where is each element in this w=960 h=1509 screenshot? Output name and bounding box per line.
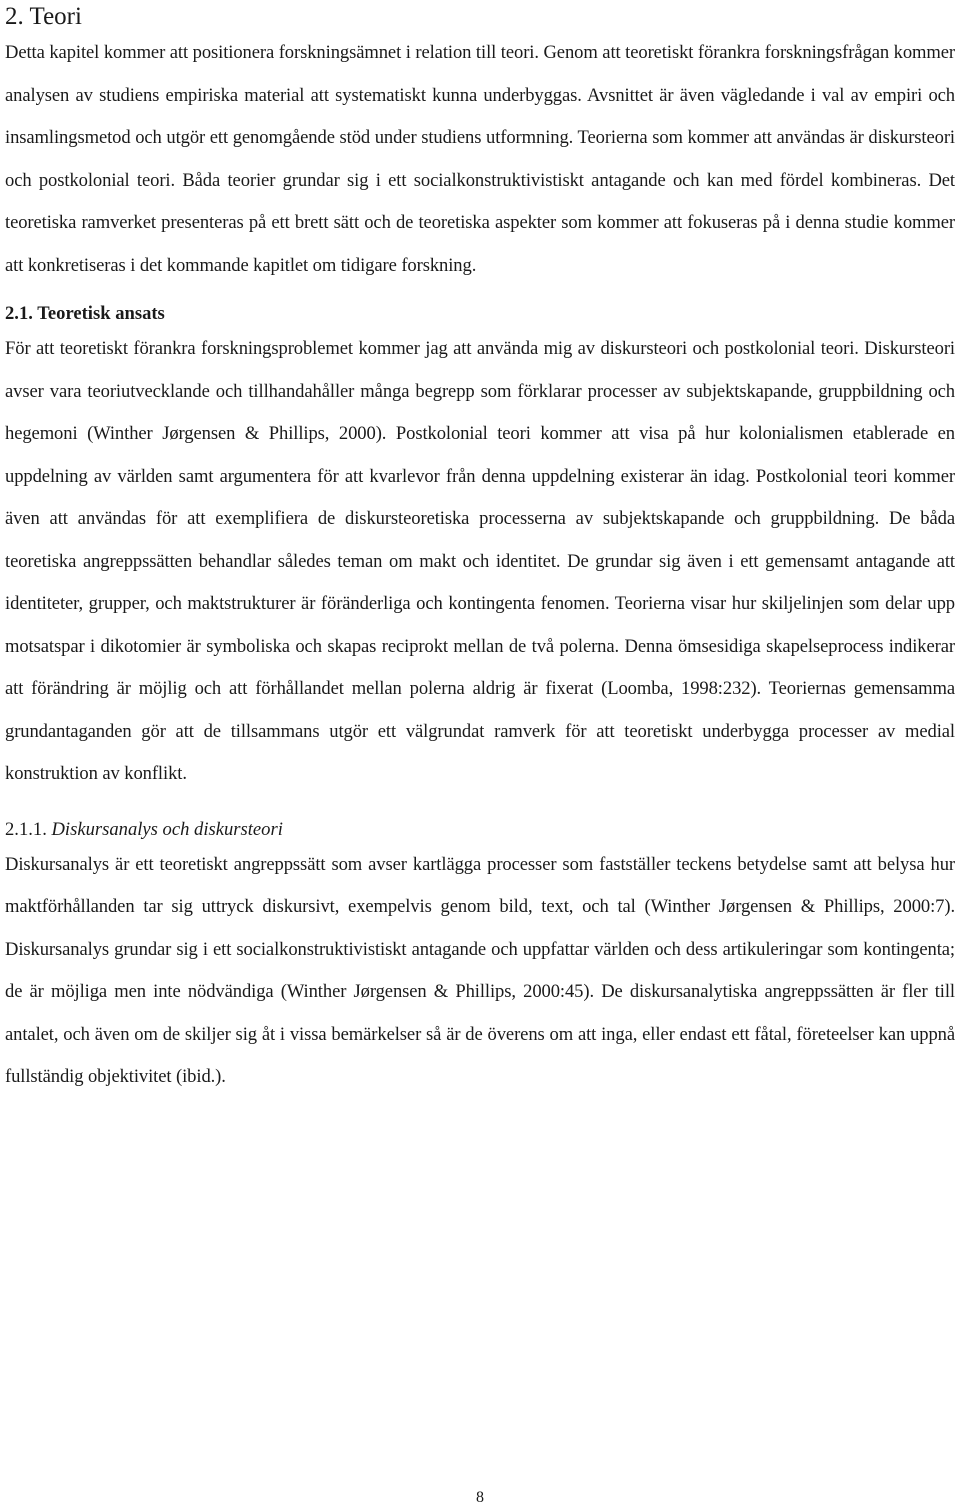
- subsection-heading: [5, 816, 955, 844]
- document-page: [5, 0, 955, 1099]
- subsection-paragraph: Diskursanalys är ett teoretiskt angreppssätt som avser kartlägga processer som fastställer teckens betydelse samt att belysa hur maktförhållanden tar sig uttryck diskursivt, exempelvis genom bild, text, och tal (Winther Jørgensen & Phillips, 2000:7). Diskursanalys grundar sig i ett socialkonstruktivistiskt antagande och uppfattar världen och dess artikuleringar som kontingenta; de är möjliga men inte nödvändiga (Winther Jørgensen & Phillips, 2000:45). De diskursanalytiska angreppssätten är fler till antalet, och även om de skiljer sig åt i vissa bemärkelser så är de överens om att inga, eller endast ett fåtal, företeelser kan uppnå fullständig objektivitet (ibid.).: [5, 853, 955, 1087]
- section-paragraph: För att teoretiskt förankra forskningsproblemet kommer jag att använda mig av diskursteori och postkolonial teori. Diskursteori avser vara teoriutvecklande och tillhandahåller många begrepp som förklarar processer av subjektskapande, gruppbildning och hegemoni (Winther Jørgensen & Phillips, 2000). Postkolonial teori kommer att visa på hur kolonialismen etablerade en uppdelning av världen samt argumentera för att kvarlevor från denna uppdelning existerar än idag. Postkolonial teori kommer även att användas för att exemplifiera de diskursteoretiska processerna av subjektskapande och gruppbildning. De båda teoretiska angreppssätten behandlar således teman om makt och identitet. De grundar sig även i ett gemensamt antagande att identiteter, grupper, och maktstrukturer är föränderliga och kontingenta fenomen. Teorierna visar hur skiljelinjen som delar upp motsatspar i dikotomier är symboliska och skapas reciprokt mellan de två polerna. Denna ömsesidiga skapelseprocess indikerar att förändring är möjlig och att förhållandet mellan polerna aldrig är fixerat (Loomba, 1998:232). Teoriernas gemensamma grundantaganden gör att de tillsammans utgör ett välgrundat ramverk för att teoretiskt underbygga processer av medial konstruktion av konflikt.: [5, 338, 955, 784]
- subsection-number: 2.1.1.: [5, 818, 47, 840]
- chapter-intro-paragraph: Detta kapitel kommer att positionera forskningsämnet i relation till teori. Genom att teoretiskt förankra forskningsfrågan kommer analysen av studiens empiriska material att systematiskt kunna underbyggas. Avsnittet är även vägledande i val av empiri och insamlingsmetod och utgör ett genomgående stöd under studiens utformning. Teorierna som kommer att användas är diskursteori och postkolonial teori. Båda teorier grundar sig i ett socialkonstruktivistiskt antagande och kan med fördel kombineras. Det teoretiska ramverket presenteras på ett brett sätt och de teoretiska aspekter som kommer att fokuseras på i denna studie kommer att konkretiseras i det kommande kapitlet om tidigare forskning.: [5, 42, 955, 276]
- chapter-title: 2. Teori: [5, 3, 82, 30]
- subsection-title: Diskursanalys och diskursteori: [51, 818, 283, 840]
- page-number: 8: [476, 1489, 484, 1506]
- section-heading: 2.1. Teoretisk ansats: [5, 303, 165, 324]
